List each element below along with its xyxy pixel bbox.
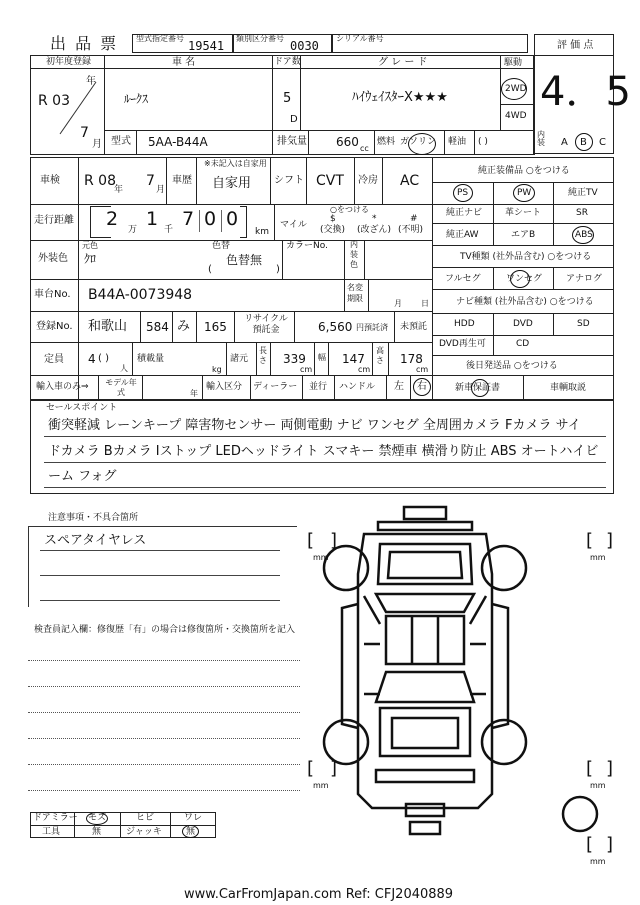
jack-value: 無 xyxy=(186,827,196,837)
docs-warranty: 新車保証書 xyxy=(455,383,501,393)
color-no-label: カラーNo. xyxy=(286,241,328,251)
mirror-motor: モズ xyxy=(88,813,107,823)
ac: AC xyxy=(400,173,420,189)
equip-abs: ABS xyxy=(575,230,593,240)
mileage-label: 走行距離 xyxy=(34,215,74,226)
mileage-tampered: (改ざん) xyxy=(357,225,392,235)
navi-sd: SD xyxy=(577,319,590,329)
equip-pw-circle xyxy=(513,184,535,202)
mileage-digit-2: 1 xyxy=(146,208,159,230)
footer-ref: www.CarFromJapan.com Ref: CFJ2040889 xyxy=(184,887,454,902)
tire-rr-unit: mm xyxy=(590,781,606,790)
tools-label: 工具 xyxy=(42,827,61,837)
tire-fl-unit: mm xyxy=(313,553,329,562)
serial-label: シリアル番号 xyxy=(336,34,384,43)
width: 147 xyxy=(342,352,365,366)
equip-abs-circle xyxy=(572,226,594,244)
capacity-unit: 人 xyxy=(120,364,128,373)
length-cm: cm xyxy=(300,365,313,374)
tire-bracket-spare-open: [ xyxy=(586,834,594,855)
width-label: 幅 xyxy=(318,353,326,362)
rating-score: 4．5 xyxy=(540,69,631,115)
navi-title: ナビ種類 (社外品含む) ○をつける xyxy=(456,297,594,307)
jack-label: ジャッキ xyxy=(126,827,162,837)
sales-points-label: セールスポイント xyxy=(46,403,118,413)
model-type-label: 型式 xyxy=(111,136,131,147)
length: 339 xyxy=(283,352,306,366)
tv-analog: アナログ xyxy=(566,274,603,284)
capacity-paren: ( ) xyxy=(98,353,109,364)
color-label: 外装色 xyxy=(38,253,68,264)
equipment-title: 純正装備品 ○をつける xyxy=(478,166,570,176)
class-code: 0030 xyxy=(290,39,319,53)
dvd-cd: CD xyxy=(516,339,530,349)
mileage-digit-3: 7 xyxy=(182,208,195,230)
height: 178 xyxy=(400,352,423,366)
history-label: 車歴 xyxy=(172,175,192,186)
tire-bracket-rr-close: ] xyxy=(606,758,614,779)
model-code-label: 型式指定番号 xyxy=(136,34,184,43)
handle-right-circle xyxy=(413,378,431,396)
mileage-digit-4: 0 xyxy=(204,208,217,230)
import-parallel: 並行 xyxy=(309,382,328,392)
plate-kana: み xyxy=(177,319,191,334)
paren-open: ( xyxy=(208,264,212,275)
mileage-hash: # xyxy=(410,214,418,224)
tire-bracket-rl-close: ] xyxy=(330,758,338,779)
recycle-amount: 6,560 xyxy=(318,320,353,334)
tv-oneseg: ワンセグ xyxy=(506,274,543,284)
handle-left: 左 xyxy=(394,381,404,392)
mirror-label: ドアミラー xyxy=(33,813,78,823)
tire-bracket-fr-close: ] xyxy=(606,530,614,551)
equip-ps: PS xyxy=(457,188,469,198)
model-code: 19541 xyxy=(188,39,225,53)
chassis-label: 車台No. xyxy=(34,289,71,300)
drive-2wd-circle xyxy=(501,78,527,100)
tire-bracket-fr-open: [ xyxy=(586,530,594,551)
equip-leather: 革シート xyxy=(505,208,542,218)
notes-label: 注意事項・不具合箇所 xyxy=(48,513,139,523)
notes-line-1: スペアタイヤレス xyxy=(44,533,147,548)
orig-color: ｸﾛ xyxy=(84,252,97,266)
equip-airbag: エアB xyxy=(511,230,536,240)
docs-warranty-circle xyxy=(471,379,489,397)
mileage-km: km xyxy=(255,227,269,237)
tire-bracket-spare-close: ] xyxy=(606,834,614,855)
front-bumper-part xyxy=(404,507,446,519)
recycle-status: 未預託 xyxy=(400,322,428,332)
plate-area: 和歌山 xyxy=(88,319,128,334)
fuel-diesel: 軽油 xyxy=(448,137,467,147)
inspection-label: 車検 xyxy=(40,175,60,186)
jack-value-circle xyxy=(182,825,199,838)
recycle-label: リサイクル預託金 xyxy=(244,314,288,335)
warranty-label: 名変期限 xyxy=(347,283,363,303)
model-year-label: モデル年式 xyxy=(105,378,137,397)
equip-aw: 純正AW xyxy=(446,230,479,240)
handle-label: ハンドル xyxy=(339,382,376,392)
mileage-sen: 千 xyxy=(164,225,174,235)
crack-label: ヒビ xyxy=(136,813,155,823)
mirror-motor-circle xyxy=(86,812,108,825)
first-reg-label: 初年度登録 xyxy=(46,57,92,67)
load-unit: kg xyxy=(212,365,222,374)
tools-value: 無 xyxy=(92,827,102,837)
cc-unit: cc xyxy=(360,144,369,153)
shift: CVT xyxy=(316,173,344,189)
tire-spare-unit: mm xyxy=(590,857,606,866)
spare-tire-icon xyxy=(560,794,600,834)
tire-bracket-fl-close: ] xyxy=(330,530,338,551)
interior-a: A xyxy=(561,137,568,148)
drive-label: 駆動 xyxy=(504,58,523,68)
tire-fr-unit: mm xyxy=(590,553,606,562)
grade: ﾊｲｳｪｲｽﾀｰX★★★ xyxy=(352,90,448,105)
fuel-gasoline-circle xyxy=(408,133,436,155)
car-name: ﾙｰｸｽ xyxy=(124,92,149,106)
inspection-month: 7 xyxy=(146,173,155,189)
history: 自家用 xyxy=(212,176,252,191)
import-class-label: 輸入区分 xyxy=(206,382,243,392)
chassis-number: B44A-0073948 xyxy=(88,287,193,303)
sales-line-1: 衝突軽減 レーンキープ 障害物センサー 両側電動 ナビ ワンセグ 全周囲カメラ Fカメラ サイ xyxy=(48,418,581,433)
warranty-month: 月 xyxy=(394,299,402,308)
capacity: 4 xyxy=(88,352,96,366)
tire-bracket-rr-open: [ xyxy=(586,758,594,779)
inspection-year-unit: 年 xyxy=(114,185,124,195)
interior-c: C xyxy=(599,137,606,148)
fuel-gasoline: ガソリン xyxy=(400,137,437,147)
interior-label: 内装 xyxy=(537,130,545,147)
model-type: 5AA-B44A xyxy=(148,135,208,149)
mileage-man: 万 xyxy=(128,225,138,235)
navi-dvd: DVD xyxy=(513,319,533,329)
doors-label: ドア数 xyxy=(274,57,301,67)
history-note: ※未記入は自家用 xyxy=(204,159,267,168)
plate-number: 165 xyxy=(204,320,227,334)
docs-title: 後日発送品 ○をつける xyxy=(466,361,558,371)
displacement-label: 排気量 xyxy=(277,136,307,147)
repaint-label: 色替 xyxy=(212,241,231,251)
car-diagram xyxy=(320,504,530,842)
height-cm: cm xyxy=(416,365,429,374)
recycle-unit: 円預託済 xyxy=(356,323,388,332)
equip-navi: 純正ナビ xyxy=(446,208,483,218)
year-unit: 年 xyxy=(86,76,96,87)
inspection-month-unit: 月 xyxy=(156,185,166,195)
capacity-label: 定員 xyxy=(44,354,64,365)
tv-fullseg: フルセグ xyxy=(445,274,481,284)
class-code-label: 類別区分番号 xyxy=(236,34,284,43)
tire-bracket-fl-open: [ xyxy=(307,530,315,551)
date-slash xyxy=(56,80,100,136)
length-label: 長さ xyxy=(259,346,267,365)
first-reg-month: 7 xyxy=(80,125,89,141)
car-name-label: 車 名 xyxy=(172,57,196,68)
mileage-exchange: (交換) xyxy=(320,225,346,235)
equip-sr: SR xyxy=(576,208,588,218)
break-label: ワレ xyxy=(184,813,203,823)
mileage-note: ○をつける xyxy=(330,205,369,214)
ac-label: 冷房 xyxy=(358,175,378,186)
first-reg-era: R 03 xyxy=(38,93,70,109)
equip-tv: 純正TV xyxy=(568,188,598,198)
mileage-mile: マイル xyxy=(280,220,307,230)
shift-label: シフト xyxy=(274,175,304,186)
dims-label: 諸元 xyxy=(230,354,249,364)
tv-oneseg-circle xyxy=(510,270,530,288)
mileage-dollar: $ xyxy=(330,214,336,224)
form-title: 出 品 票 xyxy=(50,34,119,53)
navi-hdd: HDD xyxy=(454,319,475,329)
displacement: 660 xyxy=(336,135,359,149)
tv-title: TV種類 (社外品含む) ○をつける xyxy=(460,252,592,262)
tire-rl-unit: mm xyxy=(313,781,329,790)
import-label: 輸入車のみ⇒ xyxy=(36,382,89,392)
tire-bracket-rl-open: [ xyxy=(307,758,315,779)
fuel-other: ( ) xyxy=(478,137,488,147)
plate-class: 584 xyxy=(146,320,169,334)
paren-close: ) xyxy=(276,264,280,275)
equip-ps-circle xyxy=(453,184,473,202)
sales-line-2: ドカメラ Bカメラ Iストップ LEDヘッドライト スマキー 禁煙車 横滑り防止 ABS オートハイビ xyxy=(48,444,599,459)
interior-color-label: 内装色 xyxy=(350,240,358,269)
docs-manual: 車輌取説 xyxy=(550,383,587,393)
orig-color-label: 元色 xyxy=(82,241,98,250)
load-label: 積載量 xyxy=(137,354,165,364)
interior-b: B xyxy=(580,137,587,148)
month-unit: 月 xyxy=(92,139,102,150)
mileage-digit-1: 2 xyxy=(106,208,119,230)
door-type: D xyxy=(290,114,298,125)
drive-2wd: 2WD xyxy=(505,84,527,94)
doors: 5 xyxy=(283,91,292,106)
model-year-unit: 年 xyxy=(190,389,198,398)
mileage-digit-5: 0 xyxy=(226,208,239,230)
wheel-rear-right xyxy=(482,720,526,764)
grade-label: グ レ ー ド xyxy=(378,57,428,68)
inspection-era: R 08 xyxy=(84,173,116,189)
sales-line-3: ーム フォグ xyxy=(48,469,117,484)
width-cm: cm xyxy=(358,365,371,374)
plate-label: 登録No. xyxy=(36,321,73,332)
mileage-star: * xyxy=(372,214,377,224)
rating-label: 評 価 点 xyxy=(557,40,594,51)
import-dealer: ディーラー xyxy=(253,382,298,392)
dvd-label: DVD再生可 xyxy=(439,339,486,349)
drive-4wd: 4WD xyxy=(505,111,527,121)
repaint: 色替無 xyxy=(226,253,263,267)
inspector-label: 検査員記入欄：修復歴「有」の場合は修復箇所・交換箇所を記入 xyxy=(34,625,296,635)
fuel-label: 燃料 xyxy=(377,137,396,147)
interior-b-circle xyxy=(575,133,593,151)
warranty-day: 日 xyxy=(421,299,429,308)
handle-right: 右 xyxy=(417,381,427,392)
height-label: 高さ xyxy=(376,346,384,365)
equip-pw: PW xyxy=(517,188,532,198)
mileage-unknown: (不明) xyxy=(398,225,424,235)
